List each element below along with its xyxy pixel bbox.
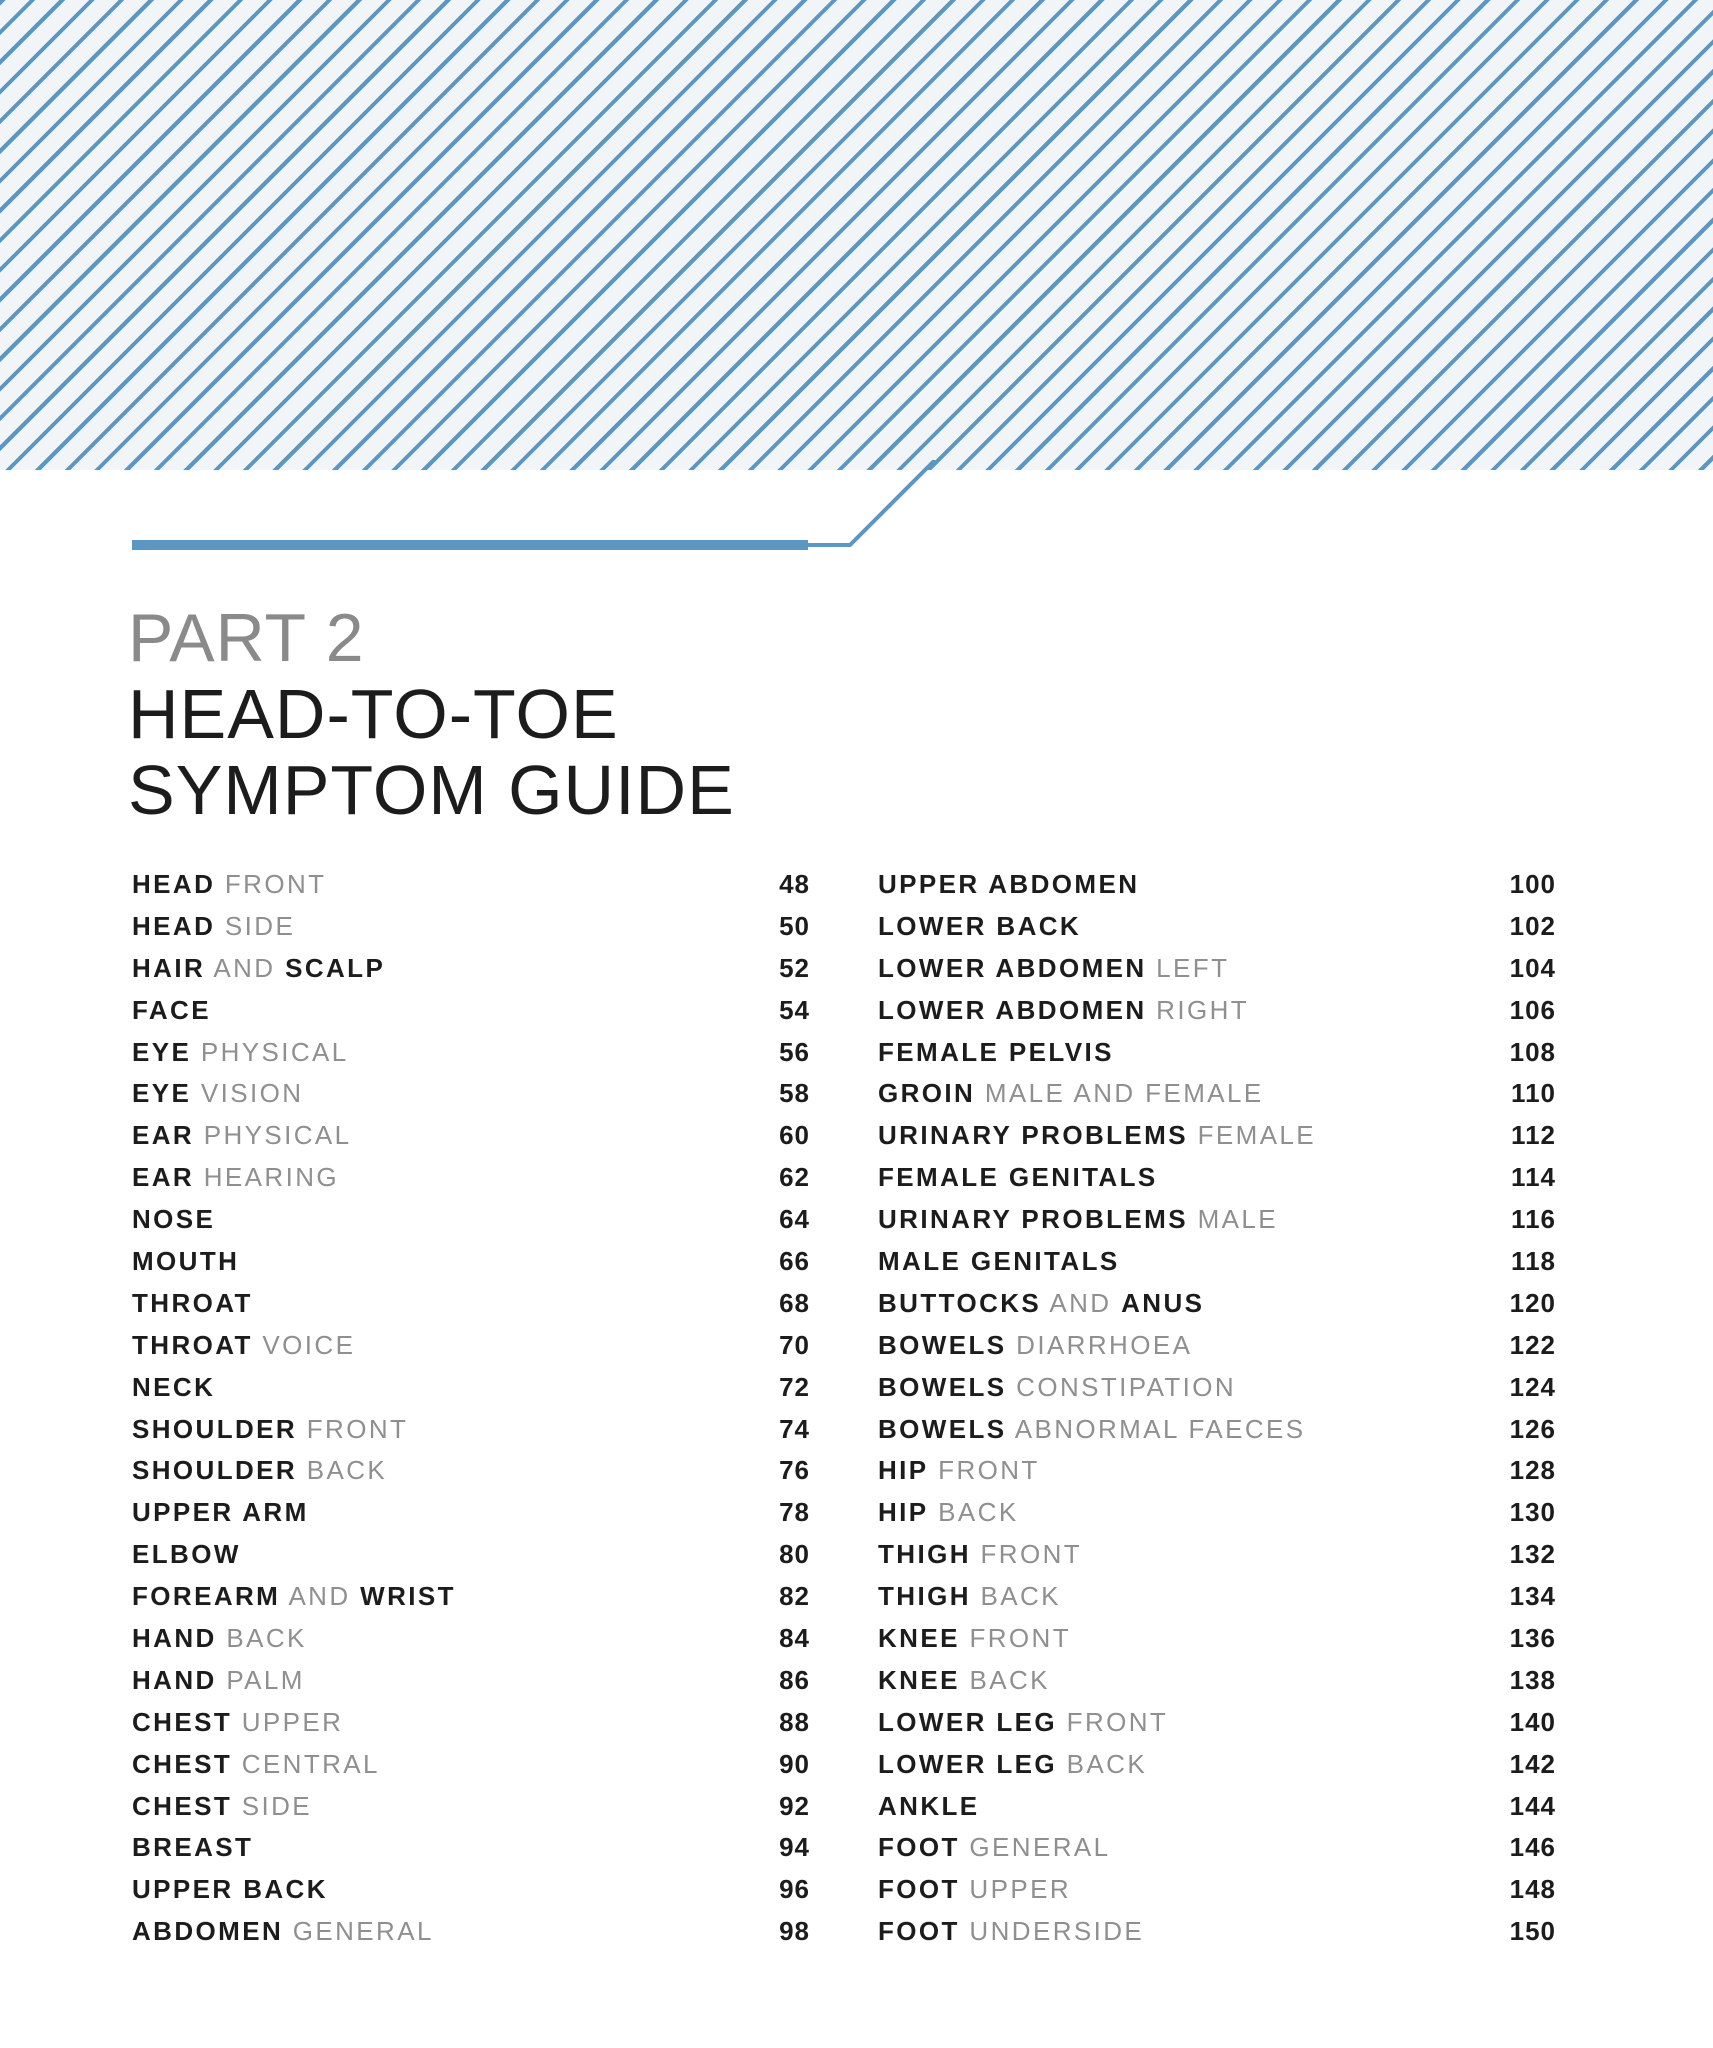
toc-page-number: 146 bbox=[1509, 1832, 1556, 1863]
toc-topic bbox=[878, 1869, 1071, 1911]
topic-main: FOOT bbox=[878, 1874, 960, 1905]
toc-page-number: 60 bbox=[779, 1120, 810, 1151]
toc-entry bbox=[132, 1744, 810, 1786]
topic-main: SHOULDER bbox=[132, 1413, 298, 1444]
toc-entry bbox=[878, 1702, 1556, 1744]
topic-qualifier: FRONT bbox=[959, 1623, 1072, 1654]
toc-entry bbox=[132, 1199, 810, 1241]
topic-qualifier: BACK bbox=[297, 1455, 388, 1486]
toc-topic bbox=[132, 1409, 408, 1451]
topic-qualifier: GENERAL bbox=[283, 1916, 434, 1947]
topic-qualifier: FRONT bbox=[928, 1455, 1040, 1486]
topic-qualifier: SIDE bbox=[232, 1790, 313, 1821]
toc-page-number: 98 bbox=[779, 1916, 810, 1947]
toc-topic bbox=[878, 1492, 1019, 1534]
toc-entry bbox=[878, 1744, 1556, 1786]
toc-topic bbox=[878, 1409, 1305, 1451]
toc-topic bbox=[878, 1450, 1040, 1492]
toc-entry bbox=[132, 1115, 810, 1157]
toc-entry bbox=[132, 864, 810, 906]
toc-page-number: 70 bbox=[779, 1329, 810, 1360]
toc-topic bbox=[132, 1199, 215, 1241]
toc-entry bbox=[132, 1827, 810, 1869]
toc-page-number: 106 bbox=[1509, 994, 1556, 1025]
toc-topic bbox=[132, 1325, 355, 1367]
toc-entry bbox=[132, 1618, 810, 1660]
toc-page-number: 48 bbox=[779, 869, 810, 899]
topic-qualifier: BACK bbox=[959, 1664, 1050, 1695]
toc-entry bbox=[878, 1911, 1556, 1953]
topic-qualifier: ABNORMAL FAECES bbox=[1006, 1413, 1306, 1444]
toc-page-number: 68 bbox=[779, 1287, 810, 1318]
toc-entry bbox=[878, 1869, 1556, 1911]
topic-main: CHEST bbox=[132, 1790, 233, 1821]
toc-entry bbox=[878, 1241, 1556, 1283]
toc-topic bbox=[132, 1786, 312, 1828]
topic-main: URINARY PROBLEMS bbox=[878, 1204, 1188, 1235]
topic-main: UPPER ABDOMEN bbox=[878, 869, 1140, 899]
toc-page-number: 72 bbox=[779, 1371, 810, 1402]
topic-main: URINARY PROBLEMS bbox=[878, 1120, 1188, 1151]
topic-main: BOWELS bbox=[878, 1413, 1007, 1444]
topic-main: ABDOMEN bbox=[132, 1916, 284, 1947]
topic-qualifier: LEFT bbox=[1146, 952, 1230, 983]
toc-page-number: 56 bbox=[779, 1036, 810, 1067]
topic-qualifier: PHYSICAL bbox=[194, 1120, 352, 1151]
toc-page-number: 114 bbox=[1511, 1162, 1556, 1193]
toc-page-number: 124 bbox=[1509, 1371, 1556, 1402]
toc-topic bbox=[878, 1367, 1236, 1409]
part-label: PART 2 bbox=[128, 600, 365, 676]
topic-main: BUTTOCKS bbox=[878, 1287, 1042, 1318]
toc-page-number: 64 bbox=[779, 1204, 810, 1235]
toc-entry bbox=[878, 1786, 1556, 1828]
toc-page-number: 104 bbox=[1509, 952, 1556, 983]
toc-page-number: 134 bbox=[1509, 1581, 1556, 1612]
topic-qualifier: AND bbox=[1041, 1287, 1122, 1318]
toc-topic bbox=[878, 1618, 1071, 1660]
topic-qualifier: BACK bbox=[928, 1497, 1019, 1528]
topic-qualifier: CENTRAL bbox=[232, 1748, 380, 1779]
toc-page-number: 96 bbox=[779, 1874, 810, 1905]
topic-main: FACE bbox=[132, 994, 211, 1025]
toc-topic bbox=[132, 906, 295, 948]
topic-qualifier: UNDERSIDE bbox=[959, 1916, 1145, 1947]
toc-entry bbox=[878, 1115, 1556, 1157]
toc-entry bbox=[132, 1786, 810, 1828]
toc-topic bbox=[878, 1702, 1168, 1744]
toc-topic bbox=[878, 906, 1081, 948]
toc-page-number: 148 bbox=[1509, 1874, 1556, 1905]
toc-page-number: 132 bbox=[1509, 1539, 1556, 1570]
topic-qualifier: FRONT bbox=[1057, 1706, 1169, 1737]
topic-qualifier: RIGHT bbox=[1146, 994, 1250, 1025]
toc-topic bbox=[132, 1283, 253, 1325]
toc-topic bbox=[132, 1073, 303, 1115]
toc-entry bbox=[132, 1073, 810, 1115]
toc-topic bbox=[878, 1032, 1114, 1074]
topic-main: KNEE bbox=[878, 1664, 960, 1695]
toc-topic bbox=[878, 1325, 1192, 1367]
toc-topic bbox=[132, 1115, 352, 1157]
topic-main: HEAD bbox=[132, 910, 216, 941]
toc-page-number: 144 bbox=[1509, 1790, 1556, 1821]
topic-main: CHEST bbox=[132, 1748, 233, 1779]
topic-main: THROAT bbox=[132, 1287, 253, 1318]
topic-main: BREAST bbox=[132, 1832, 254, 1863]
toc-topic bbox=[878, 1827, 1111, 1869]
toc-topic bbox=[878, 1534, 1082, 1576]
toc-page-number: 78 bbox=[779, 1497, 810, 1528]
toc-topic bbox=[878, 1241, 1120, 1283]
toc-topic bbox=[878, 1283, 1204, 1325]
topic-main: SHOULDER bbox=[132, 1455, 298, 1486]
toc-topic bbox=[132, 1869, 328, 1911]
topic-main: KNEE bbox=[878, 1623, 960, 1654]
topic-main: EAR bbox=[132, 1120, 195, 1151]
toc-entry bbox=[132, 1911, 810, 1953]
toc-page-number: 74 bbox=[779, 1413, 810, 1444]
topic-main: EYE bbox=[132, 1078, 192, 1109]
accent-rule bbox=[0, 460, 1713, 580]
toc-topic bbox=[132, 864, 326, 906]
toc-topic bbox=[878, 948, 1229, 990]
toc-entry bbox=[878, 1618, 1556, 1660]
toc-entry bbox=[132, 1492, 810, 1534]
toc-entry bbox=[132, 1325, 810, 1367]
topic-main: BOWELS bbox=[878, 1371, 1007, 1402]
topic-qualifier: MALE AND FEMALE bbox=[975, 1078, 1264, 1109]
toc-topic bbox=[132, 990, 211, 1032]
toc-entry bbox=[878, 1576, 1556, 1618]
toc-page-number: 136 bbox=[1509, 1623, 1556, 1654]
topic-main: FEMALE PELVIS bbox=[878, 1036, 1114, 1067]
toc-entry bbox=[132, 1576, 810, 1618]
toc-page-number: 140 bbox=[1509, 1706, 1556, 1737]
toc-topic bbox=[132, 1660, 305, 1702]
toc-entry bbox=[132, 948, 810, 990]
toc-page-number: 52 bbox=[779, 952, 810, 983]
toc-entry bbox=[878, 1534, 1556, 1576]
topic-main: UPPER BACK bbox=[132, 1874, 328, 1905]
topic-main: EYE bbox=[132, 1036, 192, 1067]
toc-page-number: 82 bbox=[779, 1581, 810, 1612]
toc-entry bbox=[132, 1660, 810, 1702]
topic-main: LOWER LEG bbox=[878, 1748, 1058, 1779]
toc-topic bbox=[878, 1576, 1061, 1618]
topic-qualifier: SIDE bbox=[215, 910, 296, 941]
toc-entry bbox=[878, 1157, 1556, 1199]
toc-topic bbox=[878, 1157, 1158, 1199]
toc-topic bbox=[132, 1241, 239, 1283]
toc-entry bbox=[132, 1032, 810, 1074]
toc-entry bbox=[878, 1073, 1556, 1115]
topic-qualifier: MALE bbox=[1187, 1204, 1279, 1235]
toc-entry bbox=[878, 864, 1556, 906]
topic-main: MOUTH bbox=[132, 1246, 240, 1277]
topic-main: MALE GENITALS bbox=[878, 1246, 1120, 1277]
toc-page-number: 54 bbox=[779, 994, 810, 1025]
toc-page-number: 76 bbox=[779, 1455, 810, 1486]
toc-page-number: 150 bbox=[1509, 1916, 1556, 1947]
topic-qualifier: BACK bbox=[970, 1581, 1061, 1612]
toc-page-number: 142 bbox=[1509, 1748, 1556, 1779]
toc-topic bbox=[132, 1702, 343, 1744]
topic-main: HIP bbox=[878, 1497, 929, 1528]
page-heading bbox=[128, 600, 735, 828]
topic-main: EAR bbox=[132, 1162, 195, 1193]
toc-page-number: 94 bbox=[779, 1832, 810, 1863]
toc-page-number: 130 bbox=[1509, 1497, 1556, 1528]
toc-entry bbox=[878, 1199, 1556, 1241]
topic-main: LOWER ABDOMEN bbox=[878, 994, 1147, 1025]
topic-main: THROAT bbox=[132, 1329, 253, 1360]
toc-entry bbox=[132, 1534, 810, 1576]
toc-entry bbox=[878, 1660, 1556, 1702]
toc-topic bbox=[132, 1492, 309, 1534]
title-line-2: SYMPTOM GUIDE bbox=[128, 751, 735, 829]
toc-entry bbox=[132, 1450, 810, 1492]
toc-entry bbox=[132, 990, 810, 1032]
toc-topic bbox=[878, 1660, 1050, 1702]
toc-entry bbox=[878, 1492, 1556, 1534]
topic-main: ELBOW bbox=[132, 1539, 241, 1570]
toc-entry bbox=[878, 1409, 1556, 1451]
toc-entry bbox=[878, 1032, 1556, 1074]
toc-page-number: 88 bbox=[779, 1706, 810, 1737]
toc-topic bbox=[132, 1827, 253, 1869]
toc-entry bbox=[132, 1869, 810, 1911]
toc-entry bbox=[132, 1241, 810, 1283]
toc-entry bbox=[878, 1450, 1556, 1492]
toc-page-number: 100 bbox=[1509, 869, 1556, 899]
topic-main: LOWER BACK bbox=[878, 910, 1082, 941]
topic-qualifier: UPPER bbox=[959, 1874, 1072, 1905]
topic-qualifier: GENERAL bbox=[959, 1832, 1111, 1863]
toc-entry bbox=[878, 906, 1556, 948]
topic-main: HAND bbox=[132, 1623, 217, 1654]
toc-topic bbox=[878, 1911, 1144, 1953]
toc-topic bbox=[132, 1576, 456, 1618]
toc-page-number: 62 bbox=[779, 1162, 810, 1193]
toc-page-number: 110 bbox=[1511, 1078, 1556, 1109]
topic-main: LOWER ABDOMEN bbox=[878, 952, 1147, 983]
toc-page-number: 116 bbox=[1511, 1204, 1556, 1235]
toc-page-number: 126 bbox=[1509, 1413, 1556, 1444]
toc-page-number: 108 bbox=[1509, 1036, 1556, 1067]
toc-topic bbox=[132, 1032, 349, 1074]
toc-page-number: 92 bbox=[779, 1790, 810, 1821]
topic-qualifier: UPPER bbox=[232, 1706, 344, 1737]
topic-qualifier: PALM bbox=[216, 1664, 305, 1695]
hatched-header-band bbox=[0, 0, 1713, 470]
topic-qualifier: FRONT bbox=[215, 869, 327, 899]
toc-entry bbox=[878, 990, 1556, 1032]
topic-main: CHEST bbox=[132, 1706, 233, 1737]
topic-main: FOOT bbox=[878, 1916, 960, 1947]
title-line-1: HEAD-TO-TOE bbox=[128, 675, 619, 753]
topic-main: LOWER LEG bbox=[878, 1706, 1058, 1737]
toc-topic bbox=[132, 1744, 380, 1786]
toc-page-number: 80 bbox=[779, 1539, 810, 1570]
toc-entry bbox=[132, 1283, 810, 1325]
toc-entry bbox=[878, 948, 1556, 990]
topic-main: UPPER ARM bbox=[132, 1497, 309, 1528]
topic-main: ANKLE bbox=[878, 1790, 980, 1821]
toc-topic bbox=[132, 1450, 387, 1492]
toc-topic bbox=[132, 948, 385, 990]
toc-page-number: 86 bbox=[779, 1664, 810, 1695]
topic-qualifier: FEMALE bbox=[1187, 1120, 1317, 1151]
toc-page-number: 138 bbox=[1509, 1664, 1556, 1695]
toc-topic bbox=[132, 1534, 241, 1576]
topic-qualifier: FRONT bbox=[297, 1413, 409, 1444]
topic-main: HIP bbox=[878, 1455, 929, 1486]
topic-qualifier: BACK bbox=[216, 1623, 307, 1654]
topic-qualifier: AND bbox=[280, 1581, 361, 1612]
topic-qualifier: VOICE bbox=[252, 1329, 356, 1360]
topic-main: THIGH bbox=[878, 1581, 971, 1612]
topic-main: NECK bbox=[132, 1371, 216, 1402]
toc-topic bbox=[878, 1786, 980, 1828]
topic-qualifier: FRONT bbox=[970, 1539, 1083, 1570]
topic-main: HAND bbox=[132, 1664, 217, 1695]
topic-main: HAIR bbox=[132, 952, 206, 983]
toc-entry bbox=[132, 1367, 810, 1409]
topic-main: THIGH bbox=[878, 1539, 971, 1570]
toc-entry bbox=[132, 1409, 810, 1451]
topic-main: FOREARM bbox=[132, 1581, 281, 1612]
topic-qualifier: BACK bbox=[1057, 1748, 1148, 1779]
toc-entry bbox=[132, 1702, 810, 1744]
toc-topic bbox=[132, 1618, 307, 1660]
toc-topic bbox=[878, 990, 1249, 1032]
toc-page-number: 102 bbox=[1509, 910, 1556, 941]
topic-main: FOOT bbox=[878, 1832, 960, 1863]
toc-topic bbox=[878, 1744, 1147, 1786]
topic-main: GROIN bbox=[878, 1078, 976, 1109]
toc-entry bbox=[878, 1283, 1556, 1325]
toc-entry bbox=[132, 906, 810, 948]
toc-page-number: 112 bbox=[1511, 1120, 1556, 1151]
topic-qualifier: CONSTIPATION bbox=[1006, 1371, 1237, 1402]
toc-page-number: 118 bbox=[1511, 1246, 1556, 1277]
toc-topic bbox=[132, 1911, 434, 1953]
topic-qualifier: PHYSICAL bbox=[191, 1036, 349, 1067]
topic-main: WRIST bbox=[360, 1581, 456, 1612]
toc-topic bbox=[878, 1115, 1316, 1157]
topic-qualifier: VISION bbox=[191, 1078, 304, 1109]
topic-main: SCALP bbox=[285, 952, 386, 983]
toc-column-left bbox=[132, 864, 810, 1953]
topic-qualifier: AND bbox=[205, 952, 286, 983]
toc-page-number: 66 bbox=[779, 1246, 810, 1277]
toc-page-number: 50 bbox=[779, 910, 810, 941]
topic-main: NOSE bbox=[132, 1204, 216, 1235]
toc-page-number: 128 bbox=[1509, 1455, 1556, 1486]
topic-main: HEAD bbox=[132, 869, 216, 899]
topic-main: BOWELS bbox=[878, 1329, 1007, 1360]
toc-page-number: 84 bbox=[779, 1623, 810, 1654]
toc-entry bbox=[878, 1367, 1556, 1409]
toc-entry bbox=[878, 1827, 1556, 1869]
toc-page-number: 90 bbox=[779, 1748, 810, 1779]
toc-column-right bbox=[878, 864, 1556, 1953]
toc-topic bbox=[878, 1073, 1264, 1115]
toc-entry bbox=[878, 1325, 1556, 1367]
toc-page-number: 122 bbox=[1509, 1329, 1556, 1360]
toc-topic bbox=[132, 1157, 339, 1199]
toc-page-number: 58 bbox=[779, 1078, 810, 1109]
topic-main: FEMALE GENITALS bbox=[878, 1162, 1158, 1193]
topic-main: ANUS bbox=[1121, 1287, 1205, 1318]
toc-entry bbox=[132, 1157, 810, 1199]
topic-qualifier: DIARRHOEA bbox=[1006, 1329, 1193, 1360]
toc-topic bbox=[878, 1199, 1278, 1241]
toc-topic bbox=[878, 864, 1139, 906]
topic-qualifier: HEARING bbox=[194, 1162, 339, 1193]
toc-page-number: 120 bbox=[1509, 1287, 1556, 1318]
toc-topic bbox=[132, 1367, 215, 1409]
